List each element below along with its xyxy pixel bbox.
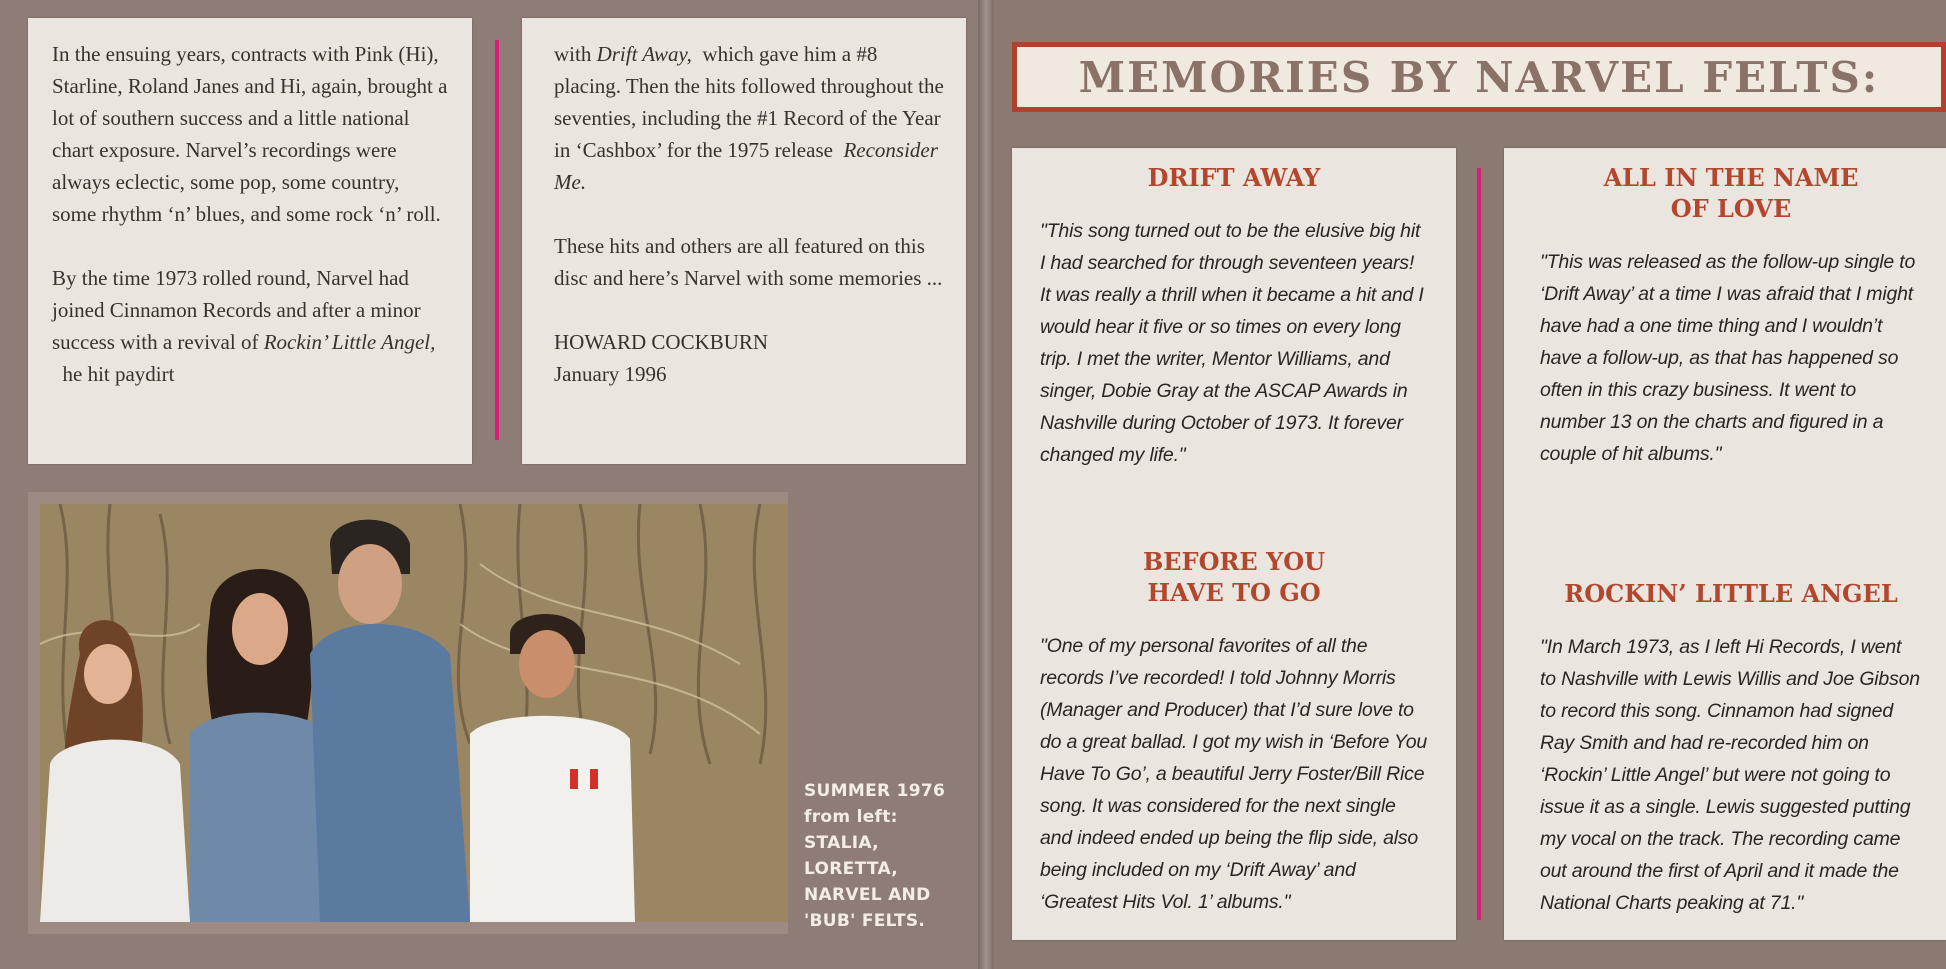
memory-title-line: OF LOVE <box>1670 194 1792 223</box>
paragraph-text: with <box>554 42 597 66</box>
memory-all-in-the-name-of-love <box>1540 162 1922 470</box>
paragraph-text: which gave him a #8 placing. Then the hits followed throughout the seventies, including the #1 Record of the Year in ‘Cashbox’ for the 1975 release <box>554 42 950 162</box>
paragraph <box>52 262 448 390</box>
memories-column-1 <box>1012 148 1456 940</box>
song-title-italic: Drift Away, <box>596 42 692 66</box>
memory-text: "This song turned out to be the elusive big hit I had searched for through seventeen years! It was really a thrill when it became a hit and I would hear it five or so times on every long trip. I met the writer, Mentor Williams, and singer, Dobie Gray at the ASCAP Awards in Nashville during October of 1973. It forever changed my life." <box>1040 220 1424 466</box>
memory-text: "One of my personal favorites of all the records I’ve recorded! I told Johnny Morris (Manager and Producer) that I’d sure love to do a great ballad. I got my wish in ‘Before You Have To Go’, a beautiful Jerry Foster/Bill Rice song. It was considered for the next single and indeed ended up being the flip side, also being included on my ‘Drift Away’ and ‘Greatest Hits Vol. 1’ albums." <box>1040 635 1427 913</box>
memory-title: ROCKIN’ LITTLE ANGEL <box>1564 579 1898 608</box>
memory-rockin-little-angel <box>1540 578 1922 919</box>
memory-text: "In March 1973, as I left Hi Records, I went to Nashville with Lewis Willis and Joe Gibson to record this song. Cinnamon had signed Ray Smith and had re-recorded him on ‘Rockin’ Little Angel’ but were not going to issue it as a single. Lewis suggested putting my vocal on the track. The recording came out around the first of April and it made the National Charts peaking at 71." <box>1540 636 1920 914</box>
caption-line: NARVEL AND <box>804 885 931 905</box>
pink-divider-left <box>495 40 499 440</box>
family-photo <box>40 504 788 922</box>
memory-title-line: HAVE TO GO <box>1147 578 1321 607</box>
photo-frame <box>28 492 788 934</box>
signature <box>554 326 944 390</box>
memory-title: DRIFT AWAY <box>1147 163 1321 192</box>
paragraph-text: By the time 1973 rolled round, Narvel had joined Cinnamon Records and after a minor success with a revival of <box>52 266 421 354</box>
paragraph-tail: he hit paydirt <box>52 362 175 386</box>
memory-text: "This was released as the follow-up single to ‘Drift Away’ at a time I was afraid that I might have had a one time thing and I wouldn’t have a follow-up, as that has happened so often in this crazy business. It went to number 13 on the charts and figured in a couple of hit albums." <box>1540 251 1916 465</box>
signature-name: HOWARD COCKBURN <box>554 330 769 354</box>
caption-line: from left: <box>804 807 898 827</box>
caption-line: STALIA, LORETTA, <box>804 833 898 879</box>
pink-divider-right <box>1477 168 1481 920</box>
book-gutter <box>978 0 994 969</box>
song-title-italic: Reconsider Me. <box>554 138 938 194</box>
memory-title-line: ALL IN THE NAME <box>1603 163 1859 192</box>
caption-line: SUMMER 1976 <box>804 781 946 801</box>
banner-title: MEMORIES BY NARVEL FELTS: <box>1078 52 1880 102</box>
caption-line: 'BUB' FELTS. <box>804 911 926 931</box>
family-photo-illustration <box>40 504 788 922</box>
history-text-2 <box>554 38 950 390</box>
song-title-italic: Rockin’ Little Angel, <box>263 330 436 354</box>
memory-before-you-have-to-go <box>1040 546 1428 918</box>
photo-caption <box>804 778 974 934</box>
signature-date: January 1996 <box>554 362 667 386</box>
paragraph: These hits and others are all featured on this disc and here’s Narvel with some memories ... <box>554 234 943 290</box>
memory-title <box>1540 162 1922 224</box>
memory-title-line: BEFORE YOU <box>1142 547 1326 576</box>
history-panel-2 <box>522 18 966 464</box>
memory-drift-away <box>1040 162 1428 471</box>
paragraph <box>554 38 950 198</box>
history-panel-1 <box>28 18 472 464</box>
paragraph: In the ensuing years, contracts with Pink (Hi), Starline, Roland Janes and Hi, again, brought a lot of southern success and a little national chart exposure. Narvel’s recordings were always eclectic, some pop, some country, some rhythm ‘n’ blues, and some rock ‘n’ roll. <box>52 42 448 226</box>
memories-column-2 <box>1504 148 1946 940</box>
memory-title <box>1040 546 1428 608</box>
history-text-1 <box>52 38 448 390</box>
memories-banner <box>1012 42 1946 112</box>
